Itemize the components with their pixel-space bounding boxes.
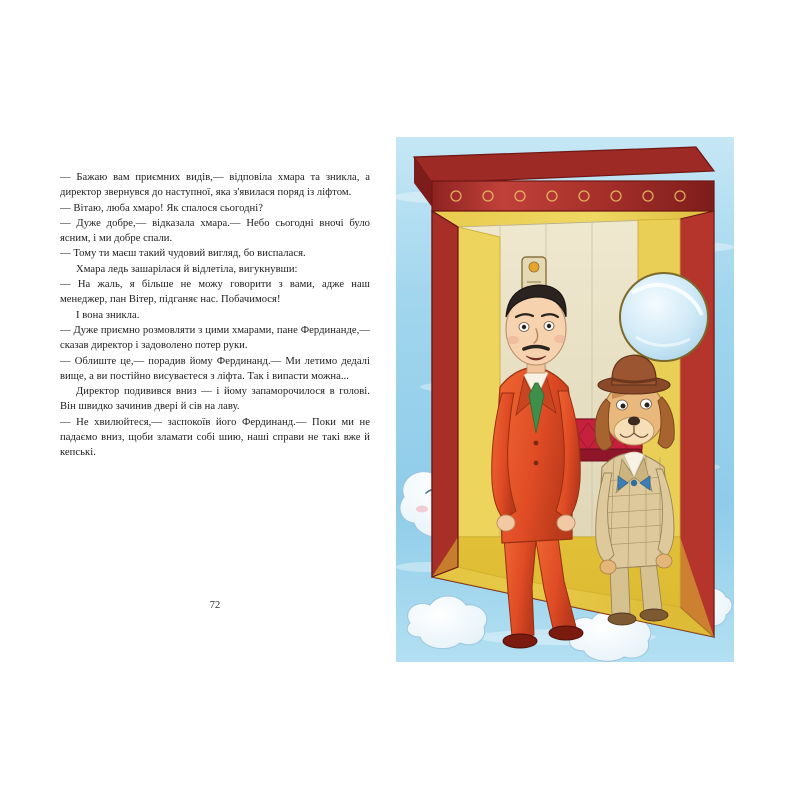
paragraph: — Вітаю, люба хмаро! Як спалося сьогодні?: [60, 202, 264, 214]
paragraph: — Дуже добре,— відказала хмара.— Небо сьогодні вночі було ясним, і ми добре спали.: [60, 217, 370, 245]
page-number: 72: [209, 600, 221, 611]
paragraph: — Бажаю вам приємних видів,— відповіла хмара та зникла, а директор звернувся до наступної, яка з'явилася поряд із ліфтом.: [60, 172, 370, 199]
paragraph: — Тому ти маєш такий чудовий вигляд, бо виспалася.: [60, 248, 306, 260]
paragraph: — На жаль, я більше не можу говорити з вами, адже наш менеджер, пан Вітер, підганяє нас. Побачимося!: [60, 279, 370, 306]
left-text-page: [60, 170, 370, 630]
paragraph: — Облиште це,— порадив йому Фердинанд.— Ми летимо дедалі вище, а ви постійно висуваєтеся з ліфта. Так і випасти можна...: [60, 355, 370, 382]
paragraph: — Не хвилюйтеся,— заспокоїв його Фердинанд.— Поки ми не падаємо вниз, щоби зламати собі шию, наші справи не такі вже й кепські.: [60, 416, 370, 459]
elevator-illustration-svg: [396, 137, 734, 662]
illustration-panel: [396, 137, 734, 662]
round-window: [620, 273, 708, 361]
paragraph: Директор подивився вниз — і йому запаморочилося в голові. Він швидко зачинив двері й сів на лаву.: [60, 386, 370, 413]
paragraph: — Дуже приємно розмовляти з цими хмарами, пане Фердинанде,— сказав директор і задоволено потер руки.: [60, 324, 370, 352]
paragraph: Хмара ледь зашарілася й відлетіла, вигукнувши:: [76, 263, 298, 275]
paragraph: І вона зникла.: [76, 309, 140, 321]
